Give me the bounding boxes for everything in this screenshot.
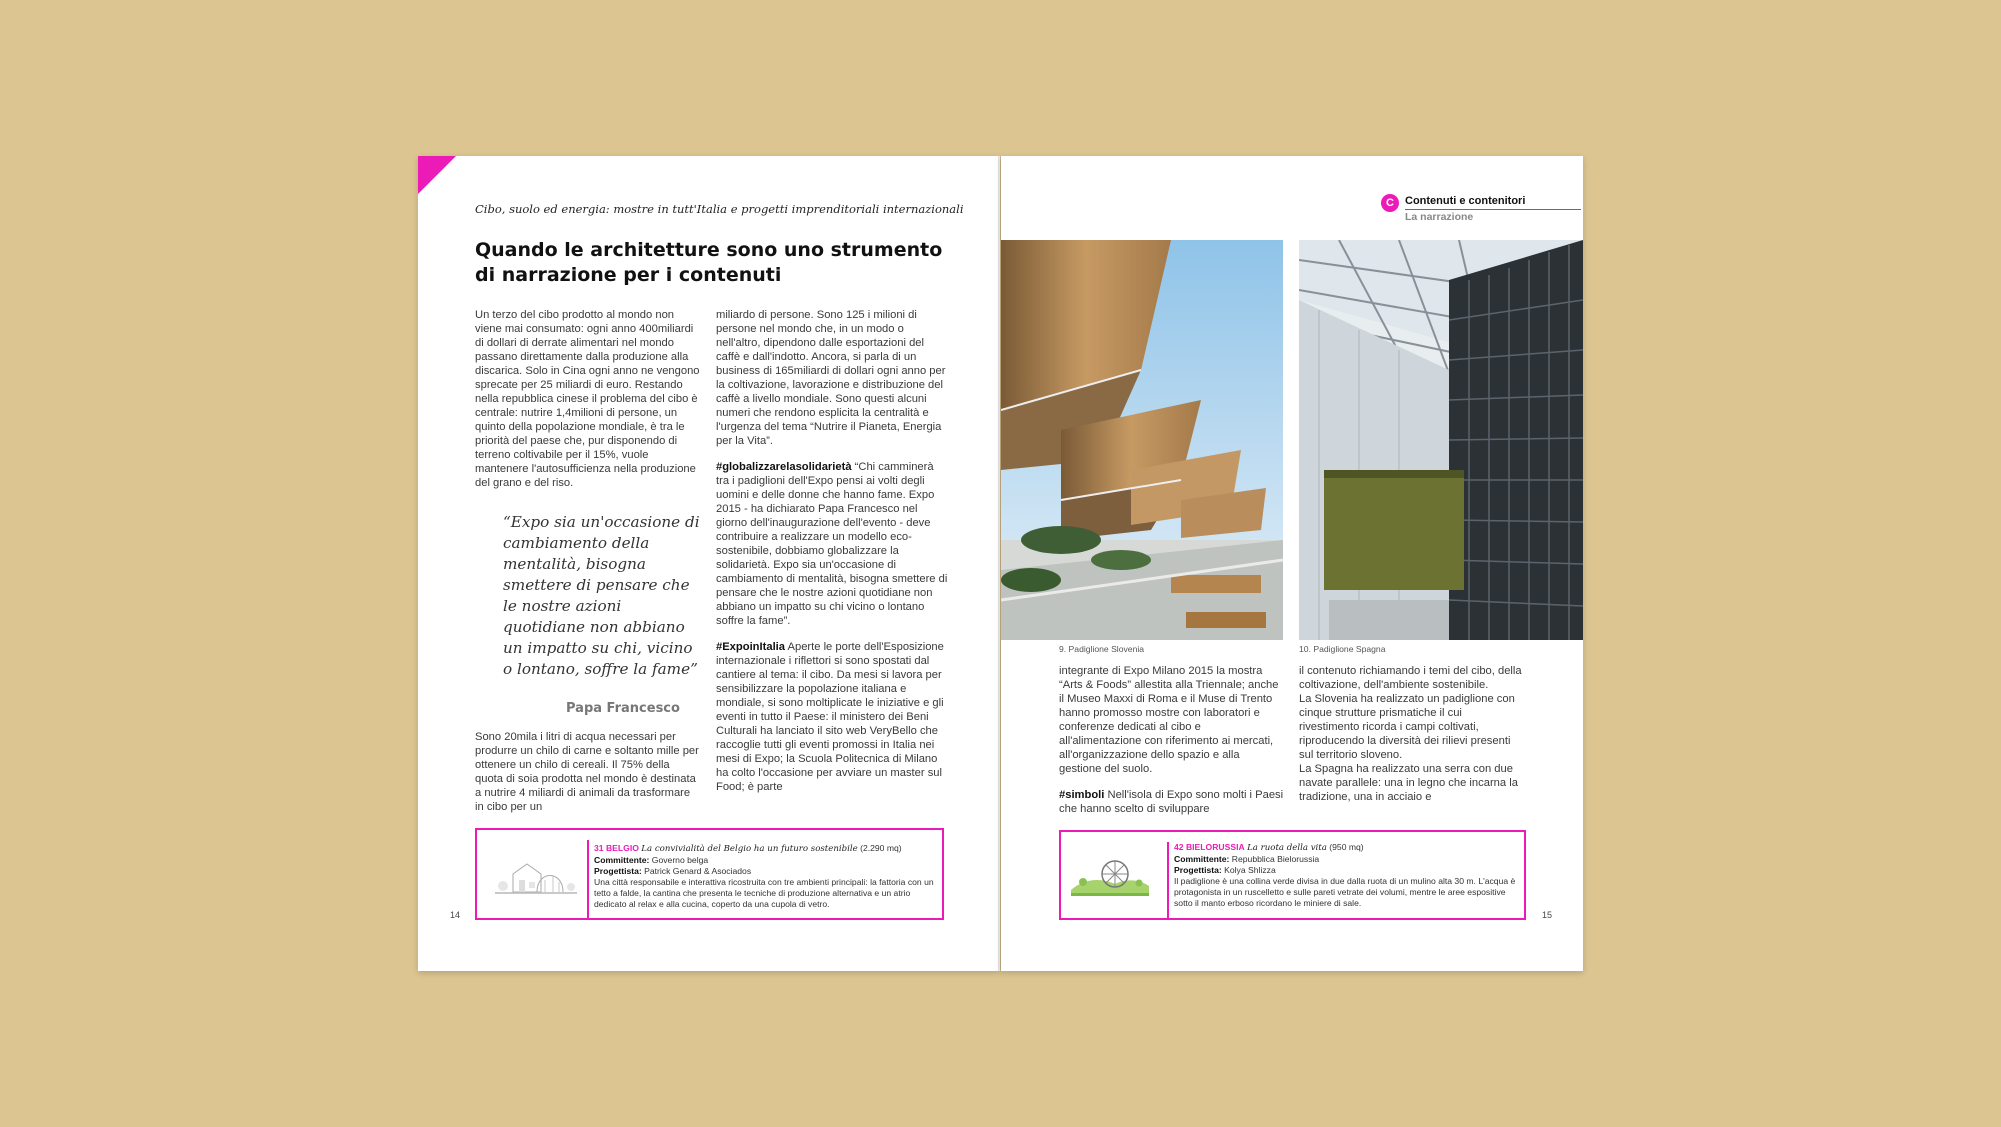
left-column-1-continued [475,730,700,814]
pavilion-area: (950 mq) [1329,842,1364,852]
pavilion-name: BELGIO [605,843,639,853]
pull-quote: “Expo sia un'occasione di cambiamento della mentalità, bisogna smettere di pensare che le nostre azioni quotidiane non abbiano un impatto su chi, vicino o lontano, soffre la fame” [503,513,700,678]
corner-triangle [418,156,456,194]
pavilion-description: Il padiglione è una collina verde divisa in due dalla ruota di un mulino alta 30 m. L'acqua è protagonista in un ruscelletto e sulle pareti vetrate dei volumi, mentre le aree espositive sotto il manto erboso ricordano le miniere di sale. [1174,876,1516,908]
belgio-pavilion-illustration [493,856,579,896]
right-column-1 [1059,664,1284,816]
committente-value: Governo belga [651,855,709,865]
page-headline: Quando le architetture sono uno strumento di narrazione per i contenuti [475,239,943,286]
section-badge: C [1381,194,1399,212]
pavilion-infobox-bielorussia [1059,830,1526,920]
right-column-2 [1299,664,1524,816]
body-paragraph: Un terzo del cibo prodotto al mondo non viene mai consumato: ogni anno 400miliardi di dollari di derrate alimentari nel mondo passano direttamente dalla produzione alla discarica. Solo in Cina ogni anno ne vengono sprecate per 25 miliardi di euro. Restando nella repubblica cinese il problema del cibo è centrale: nutrire 1,4milioni di persone, un quinto della popolazione mondiale, è tra le priorità del paese che, pur disponendo di terreno coltivabile per il 15%, vuole mantenere l'autosufficienza nella produzione del grano e del riso. [475,309,700,489]
progettista-label: Progettista: [594,866,642,876]
pavilion-number: 31 [594,843,604,853]
photo-caption: 10. Padiglione Spagna [1299,644,1386,654]
left-page [418,156,1000,971]
body-paragraph: Sono 20mila i litri di acqua necessari per produrre un chilo di carne e soltanto mille per ottenere un chilo di cereali. Il 75% della quota di soia prodotta nel mondo è destinata a nutrire 4 miliardi di animali da trasformare in cibo per un [475,731,699,813]
bielorussia-pavilion-illustration [1071,856,1149,896]
pavilion-motto: La ruota della vita [1247,843,1327,853]
infobox-text [594,843,934,910]
quote-author: Papa Francesco [566,701,680,716]
body-paragraph: La Slovenia ha realizzato un padiglione con cinque strutture prismatiche il cui rivestimento ricorda i campi coltivati, riproducendo la diversità dei rilievi presenti sul territorio sloveno. [1299,693,1515,761]
right-page [1001,156,1583,971]
left-column-2 [716,308,948,816]
body-paragraph: il contenuto richiamando i temi del cibo, della coltivazione, dell'ambiente sostenibile. [1299,665,1522,691]
pavilion-name: BIELORUSSIA [1185,842,1245,852]
pavilion-description: Una città responsabile e interattiva ricostruita con tre ambienti principali: la fattoria con un tetto a falde, la cantina che presenta le tecniche di produzione alternativa e un atrio dedicato al relax e alla cucina, coperto da una cupola di vetro. [594,877,934,909]
body-paragraph: #globalizzarelasolidarietà “Chi camminerà tra i padiglioni dell'Expo pensi ai volti degli uomini e delle donne che hanno fame. Expo 2015 - ha dichiarato Papa Francesco nel giorno dell'inaugurazione dell'evento - deve contribuire a realizzare un modello eco-sostenibile, dobbiamo globalizzare la solidarietà. Expo sia un'occasione di cambiamento di mentalità, bisogna smettere di pensare che le nostre azioni quotidiane non abbiano un impatto su chi vicino o lontano soffre la fame”. [716,461,948,627]
hashtag: #ExpoinItalia [716,641,786,653]
body-paragraph: miliardo di persone. Sono 125 i milioni di persone nel mondo che, in un modo o nell'altro, dipendono dalle esportazioni del caffè e dall'indotto. Ancora, si parla di un business di 165miliardi di dollari ogni anno per la coltivazione, lavorazione e distribuzione del caffè a livello mondiale. Sono questi alcuni numeri che rendono esplicita la centralità e l'urgenza del tema “Nutrire il Pianeta, Energia per la Vita”. [716,309,946,447]
infobox-divider [587,840,589,920]
infobox-divider [1167,842,1169,920]
body-paragraph: La Spagna ha realizzato una serra con due navate parallele: una in legno che incarna la tradizione, una in acciaio e [1299,763,1518,803]
left-column-1 [475,308,700,502]
progettista-value: Patrick Genard & Asociados [644,866,752,876]
body-paragraph: integrante di Expo Milano 2015 la mostra “Arts & Foods” allestita alla Triennale; anche il Museo Maxxi di Roma e il Muse di Trento hanno promosso mostre con laboratori e conferenze dedicati al cibo e all'alimentazione con riferimento ai mercati, all'organizzazione dello spazio e alla gestione del suolo. [1059,665,1279,775]
page-number: 15 [1542,910,1553,920]
hashtag: #simboli [1059,789,1105,801]
page-tagline: Cibo, suolo ed energia: mostre in tutt'Italia e progetti imprenditoriali internazionali [475,202,964,216]
committente-label: Committente: [594,855,650,865]
section-title: Contenuti e contenitori [1405,195,1526,207]
page-number: 14 [450,910,461,920]
pavilion-infobox-belgio [475,828,944,920]
committente-label: Committente: [1174,854,1230,864]
section-rule [1405,209,1581,210]
progettista-value: Kolya Shlizza [1224,865,1276,875]
photo-spain-pavilion [1299,240,1583,640]
photo-slovenia-pavilion [1001,240,1283,640]
section-subtitle: La narrazione [1405,211,1474,223]
pavilion-motto: La convivialità del Belgio ha un futuro sostenibile [641,844,858,854]
pavilion-area: (2.290 mq) [860,843,902,853]
photo-caption: 9. Padiglione Slovenia [1059,644,1145,654]
infobox-text [1174,842,1519,909]
body-paragraph: #ExpoinItalia Aperte le porte dell'Esposizione internazionale i riflettori si sono spostati dal cantiere al tema: il cibo. Da mesi si lavora per sensibilizzare la popolazione italiana e mondiale, si sono moltiplicate le iniziative e gli eventi in tutto il Paese: il ministero dei Beni Culturali ha lanciato il sito web VeryBello che raccoglie tutti gli eventi promossi in Italia nei mesi di Expo; la Scuola Politecnica di Milano ha colto l'occasione per avviare un master sul Food; è parte [716,641,944,793]
hashtag: #globalizzarelasolidarietà [716,461,852,473]
pavilion-number: 42 [1174,842,1184,852]
committente-value: Repubblica Bielorussia [1231,854,1320,864]
progettista-label: Progettista: [1174,865,1222,875]
body-paragraph: #simboli Nell'isola di Expo sono molti i Paesi che hanno scelto di sviluppare [1059,789,1284,815]
